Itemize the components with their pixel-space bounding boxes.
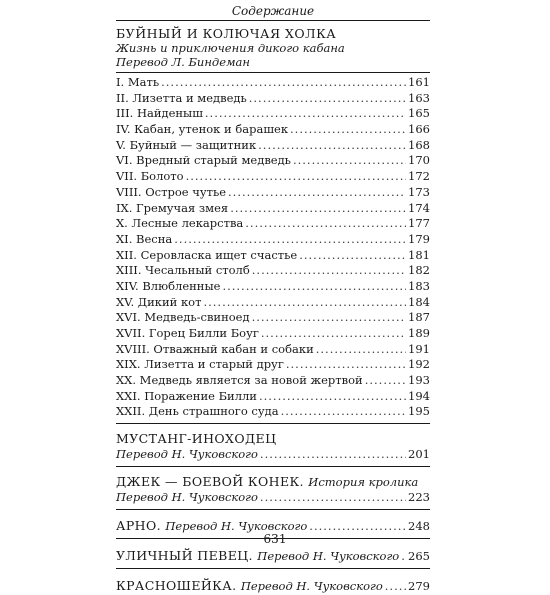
- chapter-title: XI. Весна: [116, 231, 173, 246]
- toc-entry-singer: [116, 548, 430, 565]
- dot-leader: [365, 373, 406, 389]
- entry-title: АРНО.: [116, 517, 161, 533]
- dot-leader: [385, 578, 406, 595]
- chapter-row: [116, 310, 430, 326]
- chapter-title: VIII. Острое чутье: [116, 184, 227, 199]
- chapter-row: [116, 91, 430, 107]
- chapter-page: 161: [408, 75, 430, 89]
- chapter-row: [116, 185, 430, 201]
- chapter-page: 165: [408, 106, 430, 121]
- entry-page: 279: [408, 578, 430, 593]
- chapter-page: 168: [408, 137, 430, 152]
- section-divider: [116, 466, 430, 467]
- chapter-title: II. Лизетта и медведь: [116, 90, 247, 105]
- entry-title: УЛИЧНЫЙ ПЕВЕЦ.: [116, 547, 253, 563]
- entry-heading: [116, 474, 430, 490]
- chapter-title: IX. Гремучая змея: [116, 200, 229, 215]
- chapter-row: [116, 373, 430, 389]
- dot-leader: [249, 91, 406, 107]
- chapter-page: 193: [408, 373, 430, 388]
- dot-leader: [174, 232, 406, 248]
- toc-content: [116, 26, 430, 595]
- chapter-row: [116, 248, 430, 264]
- page-number: 631: [263, 532, 287, 546]
- entry-title: КРАСНОШЕЙКА.: [116, 577, 237, 593]
- dot-leader: [252, 263, 406, 279]
- entry-title: МУСТАНГ-ИНОХОДЕЦ: [116, 431, 277, 447]
- chapter-title: XXI. Поражение Билли: [116, 388, 257, 403]
- dot-leader: [252, 310, 406, 326]
- chapter-page: 163: [408, 90, 430, 105]
- dot-leader: [299, 248, 406, 264]
- chapter-title: I. Мать: [116, 75, 160, 89]
- chapter-title: IV. Кабан, утенок и барашек: [116, 122, 289, 137]
- chapter-page: 195: [408, 404, 430, 419]
- dot-leader: [230, 201, 406, 217]
- chapter-row: [116, 106, 430, 122]
- chapter-page: 170: [408, 153, 430, 168]
- chapter-title: V. Буйный — защитник: [116, 137, 257, 152]
- entry-heading: [116, 578, 383, 594]
- chapter-title: III. Найденыш: [116, 106, 203, 121]
- entry-translator: Перевод Н. Чуковского: [165, 518, 308, 533]
- entry-page: 201: [408, 447, 430, 462]
- chapter-title: XII. Серовласка ищет счастье: [116, 247, 298, 262]
- entry-subtitle: История кролика: [308, 474, 419, 489]
- chapter-row: [116, 232, 430, 248]
- chapter-page: 183: [408, 278, 430, 293]
- chapter-row: [116, 279, 430, 295]
- chapter-title: X. Лесные лекарства: [116, 216, 244, 231]
- chapter-title: XVIII. Отважный кабан и собаки: [116, 341, 314, 356]
- dot-leader: [258, 138, 406, 154]
- section-divider: [116, 568, 430, 569]
- dot-leader: [290, 122, 406, 138]
- chapter-row: [116, 295, 430, 311]
- chapter-page: 166: [408, 122, 430, 137]
- chapter-row: [116, 342, 430, 358]
- book-title: БУЙНЫЙ И КОЛЮЧАЯ ХОЛКА: [116, 26, 337, 41]
- dot-leader: [260, 490, 406, 506]
- dot-leader: [245, 216, 406, 232]
- chapter-row: [116, 389, 430, 405]
- dot-leader: [261, 326, 406, 342]
- toc-entry-redruff: [116, 578, 430, 595]
- chapter-row: [116, 122, 430, 138]
- chapter-page: 172: [408, 169, 430, 184]
- dot-leader: [401, 548, 406, 565]
- dot-leader: [316, 342, 406, 358]
- chapter-title: XVII. Горец Билли Боуг: [116, 326, 259, 340]
- entry-title: ДЖЕК — БОЕВОЙ КОНЕК.: [116, 473, 304, 489]
- dot-leader: [260, 447, 406, 463]
- chapter-row: [116, 75, 430, 91]
- dot-leader: [286, 357, 406, 373]
- chapter-page: 194: [408, 388, 430, 403]
- chapter-row: [116, 153, 430, 169]
- entry-page: 248: [408, 518, 430, 533]
- entry-page: 223: [408, 489, 430, 504]
- chapter-page: 189: [408, 326, 430, 340]
- chapter-page: 184: [408, 294, 430, 309]
- dot-leader: [259, 389, 406, 405]
- chapter-title: XIII. Чесальный столб: [116, 263, 250, 278]
- chapter-page: 177: [408, 216, 430, 231]
- dot-leader: [293, 153, 406, 169]
- toc-entry-mustang: [116, 431, 430, 463]
- chapter-row: [116, 326, 430, 342]
- entry-translator: Перевод Н. Чуковского: [116, 447, 258, 462]
- chapter-page: 179: [408, 231, 430, 246]
- dot-leader: [186, 169, 406, 185]
- chapter-title: XVI. Медведь-свиноед: [116, 310, 250, 325]
- chapter-title: XIX. Лизетта и старый друг: [116, 357, 284, 372]
- chapter-title: XIV. Влюбленные: [116, 278, 221, 293]
- chapter-page: 181: [408, 247, 430, 262]
- book-subtitle: Жизнь и приключения дикого кабана: [116, 41, 345, 55]
- book-translator: Перевод Л. Биндеман: [116, 55, 250, 69]
- chapter-row: [116, 404, 430, 420]
- entry-translator: Перевод Н. Чуковского: [257, 548, 400, 563]
- chapter-page: 192: [408, 357, 430, 372]
- chapter-row: [116, 357, 430, 373]
- chapter-title: VI. Вредный старый медведь: [116, 153, 291, 168]
- dot-leader: [161, 75, 406, 91]
- entry-page: 265: [408, 548, 430, 563]
- section-divider: [116, 72, 430, 73]
- entry-translator: Перевод Н. Чуковского: [116, 489, 258, 504]
- toc-row: [116, 447, 430, 463]
- chapter-row: [116, 201, 430, 217]
- chapter-page: 174: [408, 200, 430, 215]
- dot-leader: [203, 295, 406, 311]
- toc-entry-jack: [116, 474, 430, 506]
- chapter-title: XXII. День страшного суда: [116, 404, 279, 419]
- section-divider: [116, 423, 430, 424]
- chapter-page: 191: [408, 341, 430, 356]
- chapter-title: VII. Болото: [116, 169, 184, 184]
- chapter-page: 187: [408, 310, 430, 325]
- chapter-row: [116, 169, 430, 185]
- chapter-title: XX. Медведь является за новой жертвой: [116, 373, 363, 388]
- dot-leader: [281, 404, 406, 420]
- chapter-row: [116, 216, 430, 232]
- running-header: Содержание: [116, 4, 430, 21]
- chapter-list: [116, 75, 430, 420]
- section-divider: [116, 509, 430, 510]
- entry-translator: Перевод Н. Чуковского: [240, 578, 383, 593]
- dot-leader: [222, 279, 406, 295]
- chapter-row: [116, 138, 430, 154]
- toc-row: [116, 490, 430, 506]
- dot-leader: [228, 185, 406, 201]
- chapter-page: 182: [408, 263, 430, 278]
- chapter-page: 173: [408, 184, 430, 199]
- chapter-row: [116, 263, 430, 279]
- chapter-title: XV. Дикий кот: [116, 294, 202, 309]
- dot-leader: [205, 106, 406, 122]
